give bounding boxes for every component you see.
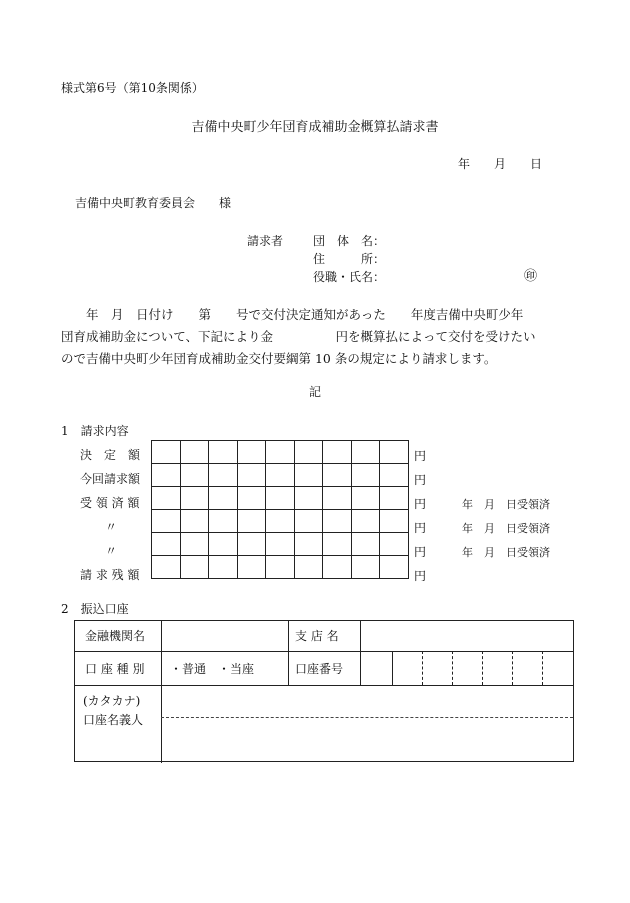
amount-digit-cell[interactable]: [380, 533, 409, 556]
received-date-1: 年 月 日受領済: [462, 498, 550, 511]
claimant-label: 請求者: [247, 234, 284, 248]
amount-digit-cell[interactable]: [180, 464, 209, 487]
branch-name-label: 支 店 名: [295, 629, 339, 643]
amount-digit-cell[interactable]: [209, 556, 238, 579]
amount-digit-cell[interactable]: [237, 487, 266, 510]
body-line-2: 団育成補助金について、下記により金 円を概算払によって交付を受けたい: [61, 329, 536, 344]
ki-heading: 記: [308, 385, 321, 399]
amount-row: [152, 510, 409, 533]
received-date-3: 年 月 日受領済: [462, 546, 550, 559]
yen-3: 円: [414, 497, 427, 511]
row-label-remaining: 請 求 残 額: [80, 568, 140, 582]
amount-digit-cell[interactable]: [152, 487, 181, 510]
form-number: 様式第6号（第10条関係）: [61, 81, 204, 95]
amount-digit-cell[interactable]: [351, 533, 380, 556]
amount-digit-cell[interactable]: [351, 441, 380, 464]
amount-digit-cell[interactable]: [266, 510, 295, 533]
amount-digit-cell[interactable]: [180, 510, 209, 533]
amount-digit-cell[interactable]: [237, 464, 266, 487]
amount-digit-cell[interactable]: [294, 441, 323, 464]
row-label-ditto-1: 〃: [105, 520, 118, 534]
amount-digit-cell[interactable]: [209, 533, 238, 556]
amount-digit-cell[interactable]: [266, 533, 295, 556]
amount-digit-cell[interactable]: [351, 556, 380, 579]
amount-digit-cell[interactable]: [266, 487, 295, 510]
address-label: 住 所：: [313, 252, 386, 266]
amount-digit-cell[interactable]: [294, 464, 323, 487]
section2-heading: 2 振込口座: [61, 602, 129, 616]
amount-digit-cell[interactable]: [180, 441, 209, 464]
amount-digit-cell[interactable]: [351, 510, 380, 533]
amount-digit-cell[interactable]: [180, 533, 209, 556]
bank-name-label: 金融機関名: [85, 629, 146, 643]
amount-digit-cell[interactable]: [351, 464, 380, 487]
amount-digit-cell[interactable]: [152, 441, 181, 464]
account-number-label: 口座番号: [295, 662, 344, 676]
addressee: 吉備中央町教育委員会 様: [75, 196, 232, 210]
amount-digit-cell[interactable]: [380, 464, 409, 487]
section1-heading: 1 請求内容: [61, 424, 129, 438]
amount-digit-cell[interactable]: [237, 556, 266, 579]
amount-digit-cell[interactable]: [152, 556, 181, 579]
yen-4: 円: [414, 521, 427, 535]
org-name-label: 団 体 名：: [313, 234, 386, 248]
amount-digit-cell[interactable]: [180, 556, 209, 579]
amount-digit-cell[interactable]: [380, 441, 409, 464]
amount-row: [152, 556, 409, 579]
yen-2: 円: [414, 473, 427, 487]
amount-digit-cell[interactable]: [323, 487, 352, 510]
amount-grid: [151, 440, 409, 579]
amount-digit-cell[interactable]: [294, 533, 323, 556]
yen-6: 円: [414, 569, 427, 583]
amount-row: [152, 464, 409, 487]
amount-digit-cell[interactable]: [294, 487, 323, 510]
row-label-current: 今回請求額: [80, 472, 141, 486]
amount-row: [152, 441, 409, 464]
row-label-decided: 決 定 額: [80, 448, 141, 462]
amount-digit-cell[interactable]: [152, 533, 181, 556]
row-label-ditto-2: 〃: [105, 544, 118, 558]
yen-1: 円: [414, 449, 427, 463]
amount-row: [152, 487, 409, 510]
body-line-1: 年 月 日付け 第 号で交付決定通知があった 年度吉備中央町少年: [61, 307, 524, 322]
amount-digit-cell[interactable]: [266, 464, 295, 487]
amount-digit-cell[interactable]: [380, 556, 409, 579]
amount-row: [152, 533, 409, 556]
document-title: 吉備中央町少年団育成補助金概算払請求書: [191, 120, 439, 135]
position-name-label: 役職・氏名：: [313, 270, 386, 284]
amount-digit-cell[interactable]: [351, 487, 380, 510]
received-date-2: 年 月 日受領済: [462, 522, 550, 535]
account-type-options[interactable]: ・普通 ・当座: [170, 662, 255, 676]
katakana-label: (カタカナ): [83, 694, 141, 708]
date-line: 年 月 日: [458, 157, 543, 171]
amount-digit-cell[interactable]: [323, 464, 352, 487]
body-line-3: ので吉備中央町少年団育成補助金交付要綱第 10 条の規定により請求します。: [61, 351, 497, 366]
account-holder-label: 口座名義人: [83, 713, 144, 727]
amount-digit-cell[interactable]: [209, 487, 238, 510]
row-label-received: 受 領 済 額: [80, 496, 140, 510]
amount-digit-cell[interactable]: [237, 441, 266, 464]
amount-digit-cell[interactable]: [266, 441, 295, 464]
amount-digit-cell[interactable]: [152, 510, 181, 533]
request-body: [61, 304, 578, 370]
seal-mark: ㊞: [524, 269, 538, 284]
account-type-label: 口 座 種 別: [85, 662, 145, 676]
amount-digit-cell[interactable]: [209, 510, 238, 533]
amount-digit-cell[interactable]: [380, 510, 409, 533]
amount-digit-cell[interactable]: [152, 464, 181, 487]
yen-5: 円: [414, 545, 427, 559]
bank-account-table: [74, 620, 574, 762]
amount-digit-cell[interactable]: [323, 441, 352, 464]
amount-digit-cell[interactable]: [380, 487, 409, 510]
amount-digit-cell[interactable]: [209, 441, 238, 464]
amount-digit-cell[interactable]: [323, 556, 352, 579]
amount-digit-cell[interactable]: [323, 533, 352, 556]
amount-digit-cell[interactable]: [237, 533, 266, 556]
amount-digit-cell[interactable]: [266, 556, 295, 579]
amount-digit-cell[interactable]: [294, 556, 323, 579]
amount-digit-cell[interactable]: [323, 510, 352, 533]
amount-digit-cell[interactable]: [237, 510, 266, 533]
amount-digit-cell[interactable]: [209, 464, 238, 487]
amount-digit-cell[interactable]: [180, 487, 209, 510]
amount-digit-cell[interactable]: [294, 510, 323, 533]
